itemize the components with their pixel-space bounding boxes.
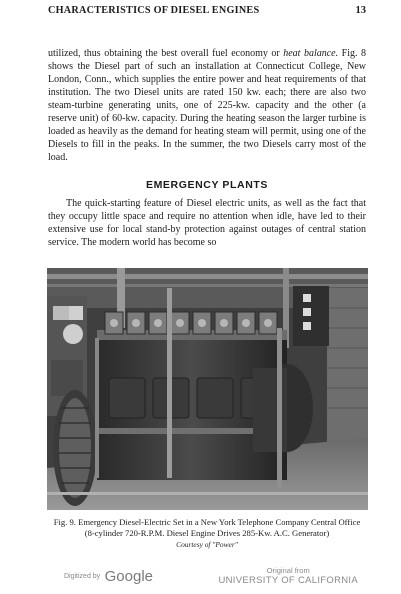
para1-text-b: Fig. 8 shows the Diesel part of such an installation at Connecticut College, New London, Conn., which supplies the entire power and heat requirements of that institution. The two Diesel units are rated 150 kw. each; there are also two steam-turbine generating units, one of 225-kw. capacity and the other (a reserve unit) of 60-kw. capacity. During the heating season the larger turbine is loaded as heavily as the demand for heating steam will permit, using one of the Diesels to fill in the peaks. In the summer, the two Diesels carry most of the load. — [48, 48, 366, 164]
figure-photo — [47, 268, 368, 510]
digitized-by-label: Digitized by — [64, 573, 101, 580]
diesel-generator-photo — [47, 268, 368, 510]
para1-text-a: utilized, thus obtaining the best overall fuel economy or — [48, 48, 284, 59]
digitized-by-google — [64, 568, 153, 586]
body-paragraph-2: The quick-starting feature of Diesel electric units, as well as the fact that they occupy little space and require no attention when idle, have led to their extensive use for local stand-by protection against outages of central station service. The modern world has become so — [48, 198, 366, 249]
figure-caption: Fig. 9. Emergency Diesel-Electric Set in a New York Telephone Company Central Office (8-cylinder 720-R.P.M. Diesel Engine Drives 285-Kw. A.C. Generator) — [53, 517, 361, 538]
page-header — [48, 5, 366, 19]
running-head: CHARACTERISTICS OF DIESEL ENGINES — [48, 5, 260, 16]
body-paragraph-1 — [48, 47, 366, 164]
source-institution: UNIVERSITY OF CALIFORNIA — [218, 575, 358, 586]
para1-italic-term: heat balance. — [283, 48, 339, 59]
original-from-label: Original from — [266, 566, 310, 575]
page-number: 13 — [355, 5, 366, 16]
source-attribution — [218, 566, 358, 586]
figure-credit: Courtesy of "Power" — [176, 540, 238, 549]
google-logo: Google — [104, 568, 154, 585]
section-heading: EMERGENCY PLANTS — [145, 179, 268, 191]
